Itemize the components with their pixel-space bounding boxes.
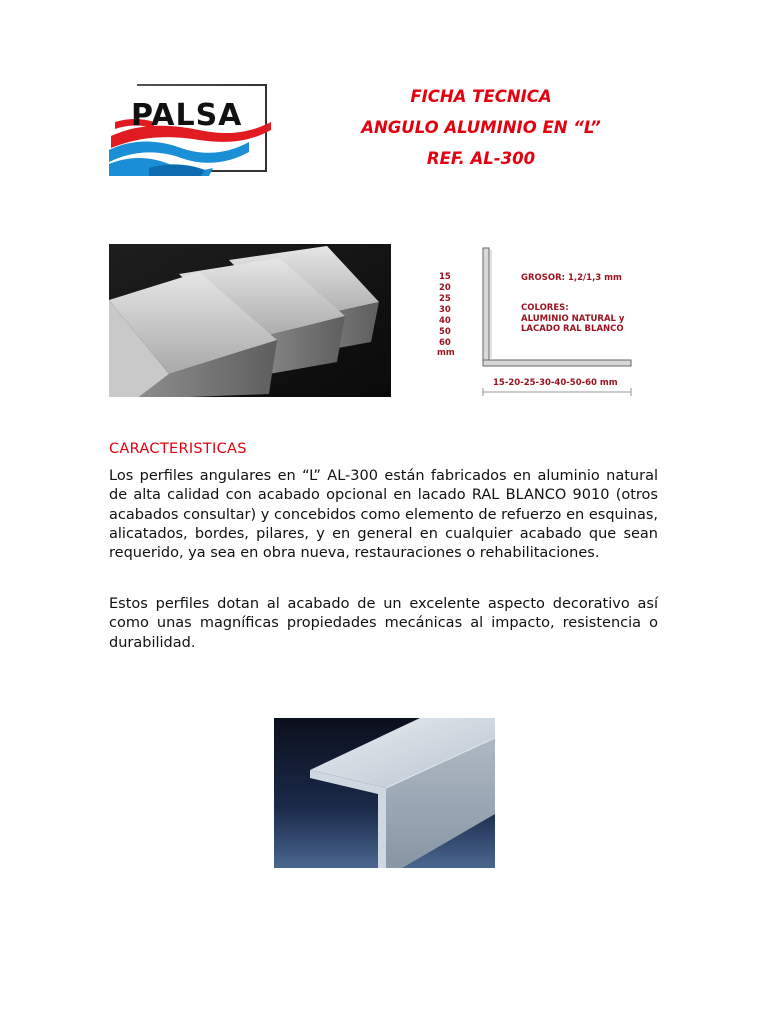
colors-line: LACADO RAL BLANCO: [521, 324, 624, 334]
doc-subtitle: ANGULO ALUMINIO EN “L”: [361, 118, 601, 137]
size-label: 50: [439, 327, 451, 337]
bottom-sizes-label: 15-20-25-30-40-50-60 mm: [493, 378, 618, 388]
palsa-logo: [109, 78, 271, 176]
colors-line: ALUMINIO NATURAL y: [521, 314, 625, 324]
doc-reference: REF. AL-300: [426, 149, 536, 168]
aluminium-angles-photo: [109, 244, 391, 397]
size-label: 30: [439, 305, 451, 315]
angle-profile-photo: [274, 718, 495, 868]
size-label: 20: [439, 283, 451, 293]
size-label: 60: [439, 338, 451, 348]
size-label: 25: [439, 294, 451, 304]
logo-text: PALSA: [131, 98, 243, 133]
thickness-label: GROSOR: 1,2/1,3 mm: [521, 273, 622, 283]
description-paragraph: Estos perfiles dotan al acabado de un excelente aspecto decorativo así como unas magníficas propiedades mecánicas al impacto, resistencia o durabilidad.: [109, 596, 658, 651]
doc-title: FICHA TECNICA: [410, 87, 552, 106]
size-unit-label: mm: [437, 348, 455, 358]
size-label: 15: [439, 272, 451, 282]
colors-title: COLORES:: [521, 303, 569, 313]
description-paragraph: Los perfiles angulares en “L” AL-300 están fabricados en aluminio natural de alta calidad con acabado opcional en lacado RAL BLANCO 9010 (otros acabados consultar) y concebidos como elemento de refuerzo en esquinas, alicatados, bordes, pilares, y en general en cualquier acabado que sean requerido, ya sea en obra nueva, restauraciones o rehabilitaciones.: [109, 468, 658, 562]
technical-diagram: [425, 240, 645, 400]
size-label: 40: [439, 316, 451, 326]
section-title: CARACTERISTICAS: [109, 441, 247, 457]
